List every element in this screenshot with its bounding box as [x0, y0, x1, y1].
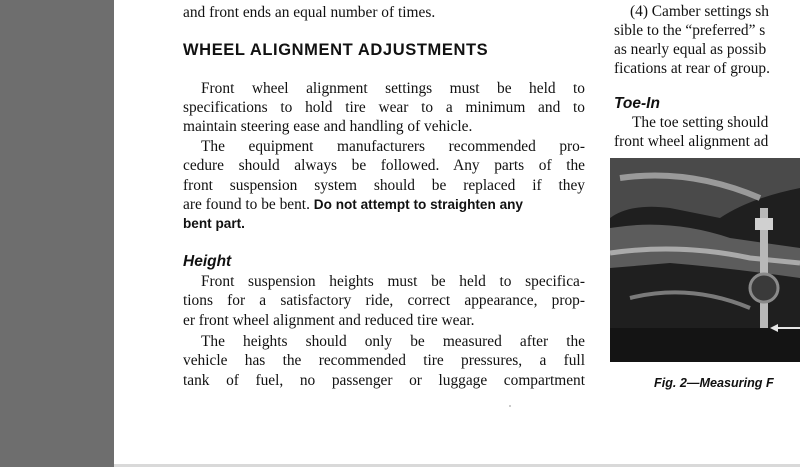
toe-in-line: front wheel alignment ad: [614, 133, 769, 150]
para1-line: Front wheel alignment settings must be held to: [201, 80, 585, 97]
continued-text-line: and front ends an equal number of times.: [183, 4, 436, 21]
left-page-margin: [0, 0, 114, 467]
para2-plain-text: are found to be bent.: [183, 196, 310, 213]
toe-in-line: The toe setting should: [632, 114, 769, 131]
figure-caption: Fig. 2—Measuring F: [654, 376, 774, 390]
para2-line: front suspension system should be replaced if they: [183, 177, 585, 194]
para4-line: vehicle has the recommended tire pressures, a full: [183, 352, 585, 369]
right-col-line: fications at rear of group.: [614, 60, 770, 77]
right-col-line: as nearly equal as possib: [614, 41, 767, 58]
toe-in-heading: Toe-In: [614, 95, 660, 112]
section-heading: WHEEL ALIGNMENT ADJUSTMENTS: [183, 41, 489, 59]
right-col-line: (4) Camber settings sh: [630, 3, 769, 20]
height-heading: Height: [183, 253, 232, 270]
para2-line: The equipment manufacturers recommended pro-: [201, 138, 585, 155]
para3-line: tions for a satisfactory ride, correct appearance, prop-: [183, 292, 585, 309]
para4-line: The heights should only be measured after the: [201, 333, 585, 350]
right-col-line: sible to the “preferred” s: [614, 22, 766, 39]
para2-line: cedure should always be followed. Any parts of the: [183, 157, 585, 174]
para1-line: maintain steering ease and handling of vehicle.: [183, 118, 473, 135]
para2-mixed-line: [183, 196, 523, 214]
para3-line: er front wheel alignment and reduced tire wear.: [183, 312, 475, 329]
warning-bold-text-cont: bent part.: [183, 216, 245, 231]
suspension-photo-graphic: [610, 158, 800, 362]
para3-line: Front suspension heights must be held to specifica-: [201, 273, 585, 290]
para2-bold-line: [183, 215, 245, 233]
measuring-photo: [610, 158, 800, 362]
para1-line: specifications to hold tire wear to a minimum and to: [183, 99, 585, 116]
para4-line: tank of fuel, no passenger or luggage compartment: [183, 372, 585, 389]
warning-bold-text: Do not attempt to straighten any: [313, 197, 523, 212]
scan-speck: [509, 405, 511, 407]
